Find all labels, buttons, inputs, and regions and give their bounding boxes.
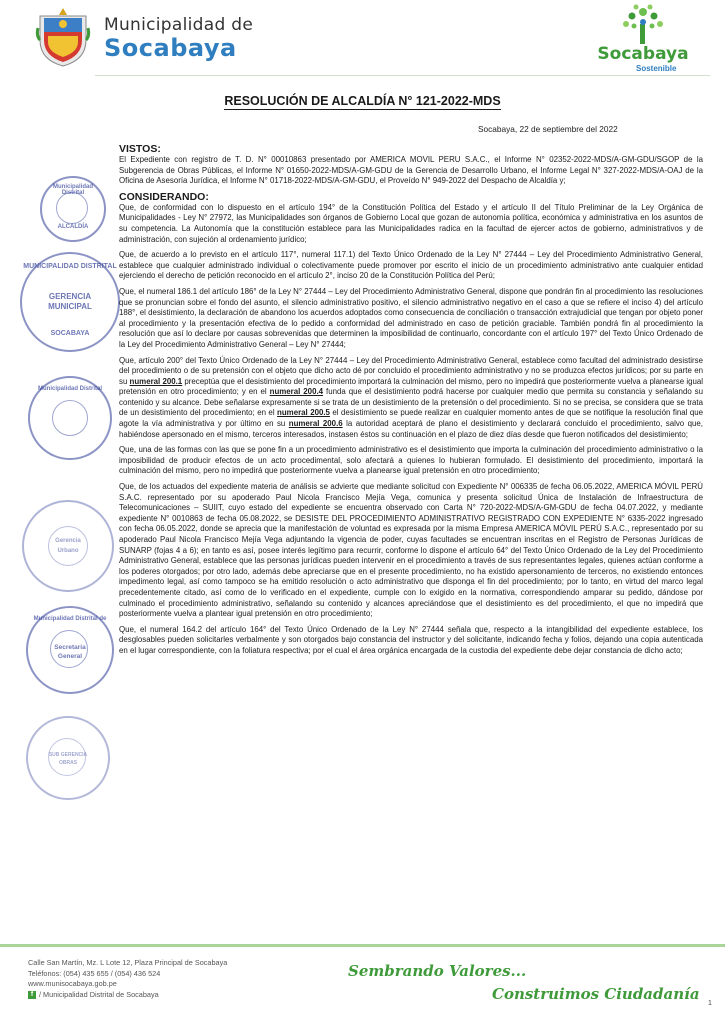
header-divider (95, 75, 710, 76)
seal-center-text: Secretaría (54, 644, 86, 651)
numeral-reference: numeral 200.1 (129, 376, 183, 386)
paragraph-text: funda que el desistimiento podrá hacerse por cualquier medio que permita su constancia y señalando su contenido y su alcance. Debe señalarse expresamente si se trata de un desistimiento de la pretensión o del procedimiento. Si no se precisa, se considera que se trata de un desistimiento del procedimiento; en el (119, 387, 704, 418)
coat-of-arms-logo (34, 6, 92, 68)
considerando-paragraph: Que, el numeral 186.1 del artículo 186° de la Ley N° 27444 – Ley del Procedimiento Administrativo General, dispone que pondrán fin al procedimiento las resoluciones que se pronuncian sobre el fondo del asunto, el silencio administrativo positivo, el silencio administrativo negativo en el caso a que se refiere el inciso 4) del artículo 188°, el desistimiento, la declaración de abandono los acuerdos adoptados como consecuencia de conciliación o transacción extrajudicial que tengan por objeto poner al procedimiento y la presentación efectiva de lo pedido a conformidad del administrado en caso de petición graciable. También pondrá fin al procedimiento la resolución que así lo declare por causas sobrevenidas que determinen la imposibilidad de continuarlo, concordante con el artículo 197° del Texto Único Ordenado de la Ley del Procedimiento Administrativo General – Ley N° 27444; (119, 286, 703, 349)
paragraph-text: el desistimiento se puede realizar en cualquier momento antes de que se notifique la resolución final que agote la vía administrativa y por último en su (119, 408, 703, 429)
numeral-reference: numeral 200.5 (277, 408, 330, 418)
facebook-icon: f (28, 991, 36, 999)
secretaria-general-seal (26, 606, 114, 694)
resolution-title (0, 94, 725, 108)
considerando-paragraph: Que, de los actuados del expediente materia de análisis se advierte que mediante solicitud con Expediente N° 006335 de fecha 06.05.2022, AMERICA MÓVIL PERÚ S.A.C. representado por su apoderado Paul Nicola Francisco Mejía Vega, comunica y presenta solicitud Única de Instalación de Infraestructura de Telecomunicaciones – SUIIT, cuyo estado del expediente se encuentra observado con Carta N° 720-2022-MDS/A-GM-GDU de fecha 04.07.2022, y mediante expediente N° 0010863 de fecha 05.08.2022, se DESISTE DEL PROCEDIMIENTO ADMINISTRATIVO REGISTRADO CON EXPEDIENTE N° 6335-2022 ingresado con fecha 06.05.2022, donde se aprecia que la manifestación de voluntad es expresada por la misma Empresa AMERICA MÓVIL PERÚ S.A.C., representado por su apoderado Paul Nicola Francisco Mejía Vega adjuntando la vigencia de poder, cuyas facultades se encuentran inscritas en el Registro de Personas Jurídicas de SUNARP (fojas 4 a 6); en tanto es así, posee interés legítimo para recurrir, conforme lo dispone el artículo 64° del Texto Único Ordenado de la Ley del Procedimiento Administrativo General, establece que las personas jurídicas pueden intervenir en el procedimiento a través de sus representantes legales, quienes actúan conforme a los poderes otorgados; por otro lado, además debe apreciarse que en el presente procedimiento, no ha existido apersonamiento de terceros, no existiendo entonces impedimento legal, así como tampoco se ha emitido resolución o acto administrativo que disponga el fin del procedimiento; por lo tanto, en virtud del marco legal precedentemente citado, así como de lo verificado en el expediente, cumple con lo exigido en la normativa, correspondiendo amparar su pedido, dándose por culminado el procedimiento administrativo, señalando su contenido y alcances apreciándose que el desistimiento es del procedimiento, el que no impedirá que posteriormente vuelva a plantear igual pretensión en otro procedimiento; (119, 482, 703, 619)
brand-name: Socabaya (597, 44, 689, 64)
resolution-date: Socabaya, 22 de septiembre del 2022 (478, 124, 618, 134)
paragraph-text: Que, artículo 200° del Texto Único Ordenado de la Ley N° 27444 – Ley del Procedimiento Administrativo General, establece como facultad del administrado desistirse del procedimiento o de su pretensión con el objeto que dicho acto dé por concluido el procedimiento administrativo y no se produzca efectos jurídicos; por su parte en su (119, 355, 703, 386)
seal-inner-ring (48, 526, 88, 566)
gerencia-desarrollo-urbano-seal (22, 500, 114, 592)
seal-inner-ring (56, 192, 88, 224)
gerencia-municipal-seal (20, 252, 120, 352)
seal-center-text: Urbano (57, 548, 79, 554)
considerando-paragraph: Que, de acuerdo a lo previsto en el artículo 117°, numeral 117.1) del Texto Único Ordenado de la Ley N° 27444 – Ley del Procedimiento Administrativo General, establece que cualquier administrado individual o colectivamente puede promover por escrito el inicio de un procedimiento administrativo ante cualquier entidad ejerciendo el derecho de petición reconocido en el artículo 2°, inciso 20 de la Constitución Política del Perú; (119, 250, 703, 281)
municipality-name-prefix: Municipalidad de (104, 15, 254, 35)
resolution-title-text: RESOLUCIÓN DE ALCALDÍA N° 121-2022-MDS (224, 94, 501, 108)
footer-divider (0, 944, 725, 947)
paragraph-text: preceptúa que el desistimiento del procedimiento importará la culminación del mismo, pero no impedirá que posteriormente vuelva a planearse igual pretensión en otro procedimiento; y en el (119, 376, 704, 397)
slogan-line-2: Construimos Ciudadanía (492, 985, 700, 1003)
vistos-heading: VISTOS: (119, 143, 161, 155)
footer-phones: Teléfonos: (054) 435 655 / (054) 436 524 (28, 968, 161, 978)
seal-ring-text: Municipalidad Distrital de (33, 616, 107, 622)
seal-ring-text: MUNICIPALIDAD DISTRITAL (23, 263, 117, 270)
seal-center-text: SUB GERENCIA (48, 752, 88, 758)
footer-facebook[interactable] (28, 990, 227, 1001)
seal-center-text: OBRAS (58, 760, 78, 766)
seal-center-text: MUNICIPAL (48, 302, 92, 311)
seal-center-text: GERENCIA (48, 292, 92, 301)
socabaya-sostenible-logo (588, 2, 698, 72)
considerando-paragraph: Que, de conformidad con lo dispuesto en el artículo 194° de la Constitución Política del Estado y el artículo II del Título Preliminar de la Ley Orgánica de Municipalidades - Ley N° 27972, las Municipalidades son órganos de Gobierno Local que gozan de autonomía política, económica y administrativa en los asuntos de su competencia. La Autonomía que la constitución establece para las Municipalidades radica en la facultad de ejercer actos de gobierno, administrativos y de administración, con sujeción al ordenamiento jurídico; (119, 202, 703, 244)
footer-contact (28, 958, 227, 1000)
seal-center-text: ALCALDÍA (57, 224, 89, 230)
seal-center-text: Gerencia (55, 538, 81, 544)
numeral-reference: numeral 200.6 (288, 419, 343, 429)
seal-bottom-text: SOCABAYA (50, 330, 90, 337)
municipality-name (104, 16, 253, 62)
seal-inner-ring (52, 400, 88, 436)
slogan-line-1: Sembrando Valores... (348, 962, 527, 980)
considerando-paragraph (119, 356, 703, 441)
asesoria-juridica-seal (28, 376, 112, 460)
tree-icon (588, 2, 698, 46)
municipality-name-main: Socabaya (104, 34, 237, 62)
seal-ring-text: Municipalidad Distrital (37, 386, 102, 392)
page-number: 1 (708, 1000, 712, 1007)
footer-website[interactable]: www.munisocabaya.gob.pe (28, 979, 117, 988)
seal-ring-text: Municipalidad Distrital (52, 184, 93, 196)
numeral-reference: numeral 200.4 (269, 387, 324, 397)
footer-address: Calle San Martín, Mz. L Lote 12, Plaza Principal de Socabaya (28, 958, 228, 967)
considerando-heading: CONSIDERANDO: (119, 190, 209, 203)
vistos-paragraph: El Expediente con registro de T. D. N° 00010863 presentado por AMERICA MOVIL PERU S.A.C., el Informe N° 02352-2022-MDS/A-GM-GDU/SGOP de la Subgerencia de Obras Públicas, el Informe N° 01650-2022-MDS/A-GM-GDU de la Gerencia de Desarrollo Urbano, el Informe Legal N° 327-2022-MDS/A-OAJ de la Oficina de Asesoría Jurídica, el Informe N° 01718-2022-MDS/A-GM-GDU, el Proveído N° 949-2022 del Despacho de Alcaldía y; (119, 155, 703, 186)
resolution-body (119, 144, 703, 662)
considerando-paragraph: Que, una de las formas con las que se pone fin a un procedimiento administrativo es el desistimiento que importa la culminación del procedimiento administrativo o la imposibilidad de producir efectos de un acto procedimental, solo afectará a quienes lo hubieran formulado. El desistimiento del procedimiento, importará la culminación del mismo, pero no impedirá que posteriormente vuelva a planearse igual pretensión en otro procedimiento; (119, 445, 703, 476)
alcaldia-seal (40, 176, 106, 242)
considerando-paragraph: Que, el numeral 164.2 del artículo 164° del Texto Único Ordenado de la Ley N° 27444 señala que, respecto a la intangibilidad del expediente establece, los desglosables pueden solicitarles verbalmente y son otorgados bajo constancia del instructor y del solicitante, indicando fecha y folios, dejando una copia autenticada en el lugar correspondiente, con la foliatura respectiva; por el cual el área orgánica encargada de la custodia del expediente debe dejar constancia de dicho acto; (119, 624, 703, 655)
brand-subtitle: Sostenible (636, 64, 677, 73)
paragraph-text: la autoridad aceptará de plano el desistimiento y declarará concluido el procedimiento, salvo que, habiéndose apersonado en el mismo, terceros interesados, instasen éstos su continuación en el plazo de diez días desde que fueron notificados del desistimiento; (119, 419, 703, 439)
subgerencia-obras-seal (26, 716, 110, 800)
seal-center-text: General (57, 653, 83, 660)
facebook-label: / Municipalidad Distrital de Socabaya (39, 989, 159, 999)
